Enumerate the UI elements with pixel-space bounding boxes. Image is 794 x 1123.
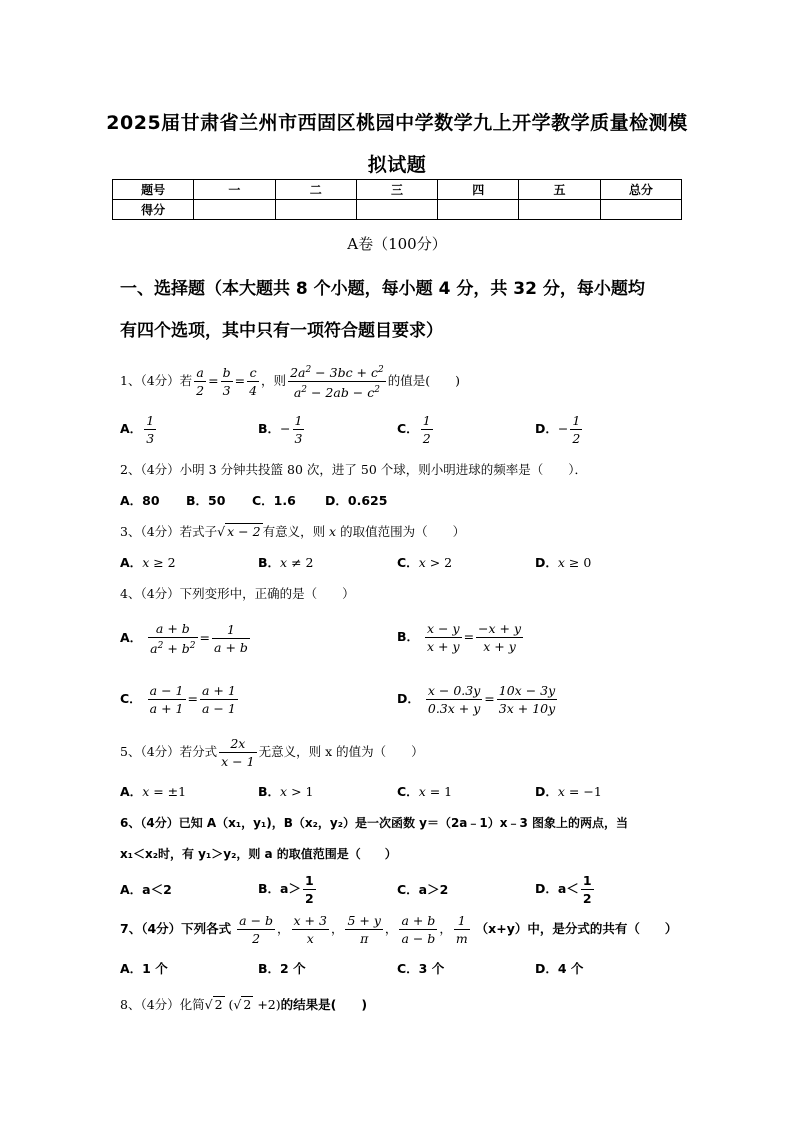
question-5 (120, 735, 424, 770)
q3-prefix: 3、（4分）若式子 (120, 524, 218, 539)
q8-suffix: 的结果是( ) (280, 997, 368, 1012)
score-cell (194, 200, 275, 220)
q1-frac-a2: $\frac{a}{2}$ (196, 365, 205, 399)
q7-option-c: C．3 个 (397, 961, 445, 976)
q1-frac-c4: $\frac{c}{4}$ (249, 365, 258, 399)
q6-option-a: A．a＜2 (120, 882, 172, 897)
q3-option-b: B．x ≠ 2 (258, 555, 314, 570)
score-header-cell: 五 (519, 180, 600, 200)
score-header-cell: 四 (438, 180, 519, 200)
score-cell (438, 200, 519, 220)
score-cell (275, 200, 356, 220)
q1-prefix: 1、（4分）若 (120, 373, 193, 389)
exam-title-line1: 2025届甘肃省兰州市西固区桃园中学数学九上开学教学质量检测模 (106, 112, 688, 134)
q5-suffix: 无意义，则 x 的值为（ ） (258, 744, 424, 759)
q4-option-c: C． $\frac{a - 1}{a + 1}$ = $\frac{a + 1}{a - 1}$ (120, 683, 236, 716)
q6-option-d: D．a＜ $\frac{1}{2}$ (535, 873, 592, 906)
score-table-header-row (113, 180, 682, 200)
q3-mid: 有意义，则 (262, 524, 326, 539)
section-a-heading: A卷（100分） (347, 235, 447, 253)
q1-option-c: C． $\frac{1}{2}$ (397, 413, 431, 446)
question-7: 7、（4分）下列各式 $\frac{a - b}{2}$ ， $\frac{x + 3}{x}$ ， $\frac{5 + y}{\pi}$ ， $\frac{a + b}{a - b}$ ， $\frac{1}{m}$ （x+y）中，是分式的共有（ ） (120, 913, 678, 946)
q7-suffix: （x+y）中，是分式的共有（ ） (475, 921, 678, 936)
q8-prefix: 8、（4分）化简 (120, 997, 205, 1012)
q1-suffix: 的值是( ) (387, 373, 460, 389)
score-header-cell: 总分 (600, 180, 681, 200)
question-8: 8、（4分）化简√ 2 (√ 2 +2)的结果是( ) (120, 997, 368, 1012)
q4-option-d: D． $\frac{x - 0.3y}{0.3x + y}$ = $\frac{10x - 3y}{3x + 10y}$ (397, 683, 556, 716)
section1-heading-line1: 一、选择题（本大题共 8 个小题，每小题 4 分，共 32 分，每小题均 (120, 279, 645, 299)
score-cell (600, 200, 681, 220)
q7-option-a: A．1 个 (120, 961, 168, 976)
q5-prefix: 5、（4分）若分式 (120, 744, 218, 759)
q7-option-b: B．2 个 (258, 961, 306, 976)
score-cell (356, 200, 437, 220)
question-6-line2: x₁＜x₂时，有 y₁＞y₂，则 a 的取值范围是（ ） (120, 847, 397, 861)
score-table-score-row (113, 200, 682, 220)
q2-option-b: B．50 (186, 493, 226, 508)
q1-main-fraction: $\frac{2a^2 - 3bc + c^2}{a^2 - 2ab - c^2}$ (288, 362, 386, 401)
section1-heading-line2: 有四个选项，其中只有一项符合题目要求） (120, 321, 443, 341)
q5-option-b: B．x > 1 (258, 784, 314, 799)
q5-option-a: A．x = ±1 (120, 784, 187, 799)
question-6-line1: 6、（4分）已知 A（x₁，y₁)，B（x₂，y₂）是一次函数 y＝（2a﹣1）x﹣3 图象上的两点，当 (120, 816, 629, 830)
q4-option-b: B． $\frac{x - y}{x + y}$ = $\frac{-x + y}{x + y}$ (397, 621, 522, 654)
question-4: 4、（4分）下列变形中，正确的是（ ） (120, 586, 355, 601)
exam-title-line2: 拟试题 (367, 154, 427, 176)
q2-option-c: C．1.6 (252, 493, 296, 508)
q2-option-d: D．0.625 (325, 493, 388, 508)
question-1: 1、（4分）若 $\frac{a}{2}$ = $\frac{b}{3}$ = $\frac{c}{4}$ ，则 $\frac{2a^2 - 3bc + c^2}{a^2 - 2ab - c^2}$ 的值是( ) (120, 362, 460, 401)
q5-fraction: $\frac{2x}{x - 1}$ (221, 736, 255, 769)
q3-suffix: 的取值范围为（ ） (340, 524, 466, 539)
q4-option-a: A． $\frac{a + b}{a^2 + b^2}$ = $\frac{1}{a + b}$ (120, 621, 248, 657)
q3-option-a: A．x ≥ 2 (120, 555, 176, 570)
score-header-cell: 一 (194, 180, 275, 200)
q1-mid: ，则 (261, 373, 287, 389)
q1-option-a: A． $\frac{1}{3}$ (120, 413, 155, 446)
score-header-cell: 题号 (113, 180, 194, 200)
q5-option-c: C．x = 1 (397, 784, 453, 799)
q6-option-c: C．a＞2 (397, 882, 449, 897)
q1-frac-b3: $\frac{b}{3}$ (222, 365, 231, 399)
q3-option-c: C．x > 2 (397, 555, 453, 570)
q7-prefix: 7、（4分）下列各式 (120, 921, 232, 936)
q6-option-b: B．a＞ $\frac{1}{2}$ (258, 873, 314, 906)
q2-option-a: A．80 (120, 493, 160, 508)
q3-option-d: D．x ≥ 0 (535, 555, 592, 570)
question-3: 3、（4分）若式子√ x − 2 有意义，则 x 的取值范围为（ ） (120, 524, 466, 539)
q1-option-d: D．− $\frac{1}{2}$ (535, 413, 581, 446)
score-table (112, 179, 682, 220)
score-header-cell: 二 (275, 180, 356, 200)
score-cell (519, 200, 600, 220)
q7-option-d: D．4 个 (535, 961, 584, 976)
score-row-label: 得分 (113, 200, 194, 220)
q1-option-b: B．− $\frac{1}{3}$ (258, 413, 303, 446)
question-2: 2、（4分）小明 3 分钟共投篮 80 次，进了 50 个球，则小明进球的频率是（ ）． (120, 462, 588, 477)
q5-option-d: D．x = −1 (535, 784, 602, 799)
score-header-cell: 三 (356, 180, 437, 200)
